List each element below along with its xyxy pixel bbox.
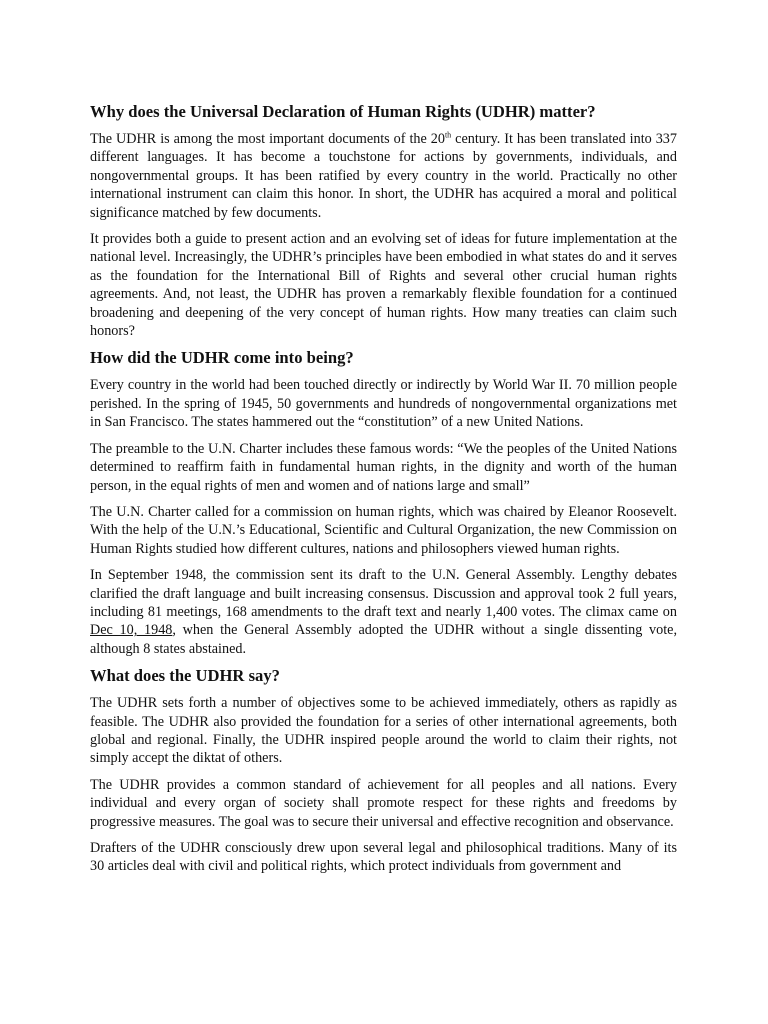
superscript: th bbox=[444, 130, 452, 140]
section-heading-why-matter: Why does the Universal Declaration of Human Rights (UDHR) matter? bbox=[90, 102, 596, 121]
paragraph: Drafters of the UDHR consciously drew upon several legal and philosophical traditions. Many of its 30 articles deal with civil and political rights, which protect individuals from government and bbox=[90, 840, 677, 875]
paragraph bbox=[90, 566, 677, 658]
paragraph-text: In September 1948, the commission sent its draft to the U.N. General Assembly. Lengthy debates clarified the draft language and built increasing consensus. Discussion and approval took 2 full years, including 81 meetings, 168 amendments to the draft text and nearly 1,400 votes. The climax came on bbox=[90, 567, 677, 620]
paragraph: It provides both a guide to present action and an evolving set of ideas for future implementation at the national level. Increasingly, the UDHR’s principles have been embodied in what states do and it serves as the foundation for the International Bill of Rights and several other crucial human rights agreements. And, not least, the UDHR has proven a remarkably flexible foundation for a continued broadening and deepening of the very concept of human rights. How many treaties can claim such honors? bbox=[90, 231, 677, 340]
paragraph-text: The UDHR is among the most important documents of the 20 bbox=[90, 131, 445, 147]
paragraph: The UDHR provides a common standard of achievement for all peoples and all nations. Every individual and every organ of society shall promote respect for these rights and freedoms by progressive measures. The goal was to secure their universal and effective recognition and observance. bbox=[90, 776, 677, 830]
paragraph-text: , when the General Assembly adopted the UDHR without a single dissenting vote, although 8 states abstained. bbox=[90, 622, 677, 657]
paragraph: The UDHR sets forth a number of objectives some to be achieved immediately, others as rapidly as feasible. The UDHR also provided the foundation for a series of other international agreements, both global and regional. Finally, the UDHR inspired people around the world to claim their rights, not simply accept the diktat of others. bbox=[90, 695, 677, 767]
section-heading-how-came: How did the UDHR come into being? bbox=[90, 348, 354, 368]
paragraph bbox=[90, 130, 677, 222]
paragraph: Every country in the world had been touched directly or indirectly by World War II. 70 million people perished. In the spring of 1945, 50 governments and hundreds of nongovernmental organizations met in San Francisco. The states hammered out the “constitution” of a new United Nations. bbox=[90, 377, 677, 431]
paragraph: The U.N. Charter called for a commission on human rights, which was chaired by Eleanor Roosevelt. With the help of the U.N.’s Educational, Scientific and Cultural Organization, the new Commission on Human Rights studied how different cultures, nations and philosophers viewed human rights. bbox=[90, 503, 677, 557]
paragraph-text: century. It has been translated into 337 different languages. It has become a touchstone for actions by governments, individuals, and nongovernmental groups. It has been ratified by every country in the world. Practically no other international instrument can claim this honor. In short, the UDHR has acquired a moral and political significance matched by few documents. bbox=[90, 131, 677, 221]
date-link[interactable]: Dec 10, 1948 bbox=[90, 622, 173, 639]
document-page bbox=[90, 102, 677, 884]
paragraph: The preamble to the U.N. Charter includes these famous words: “We the peoples of the United Nations determined to reaffirm faith in fundamental human rights, in the dignity and worth of the human person, in the equal rights of men and women and of nations large and small” bbox=[90, 440, 677, 494]
section-heading-what-say: What does the UDHR say? bbox=[90, 666, 280, 686]
